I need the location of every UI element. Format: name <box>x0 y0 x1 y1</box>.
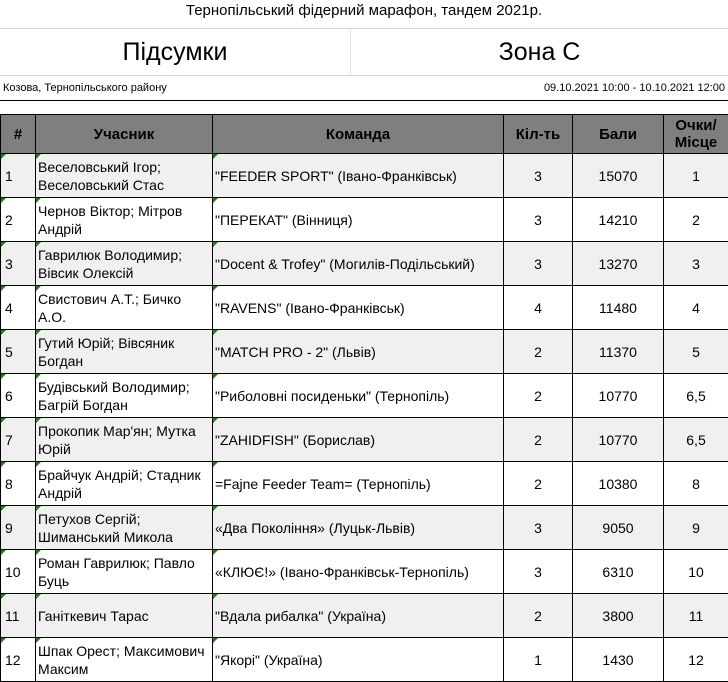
row-num-cell-text: 5 <box>5 344 13 360</box>
team-cell <box>213 154 504 198</box>
location-text: Козова, Тернопільського району <box>3 78 167 98</box>
team-cell <box>213 330 504 374</box>
report-title: Тернопільський фідерний марафон, тандем 2021р. <box>0 0 728 22</box>
team-cell <box>213 594 504 638</box>
comment-marker-icon <box>1 374 6 379</box>
row-num-cell-text: 9 <box>5 520 13 536</box>
comment-marker-icon <box>213 506 218 511</box>
row-num-cell-text: 3 <box>5 256 13 272</box>
summary-title: Підсумки <box>0 29 350 75</box>
comment-marker-icon <box>1 286 6 291</box>
points-cell <box>573 550 664 594</box>
row-num-cell-text: 7 <box>5 432 13 448</box>
count-cell <box>504 594 573 638</box>
row-num-cell <box>1 374 36 418</box>
team-cell <box>213 418 504 462</box>
team-cell <box>213 242 504 286</box>
team-cell-text: "MATCH PRO - 2" (Львів) <box>215 344 376 360</box>
divider-line <box>0 100 728 101</box>
row-num-cell <box>1 242 36 286</box>
participant-cell-text: Шпак Орест; Максимович Максим <box>38 643 205 677</box>
participant-cell <box>36 418 213 462</box>
comment-marker-icon <box>36 594 41 599</box>
comment-marker-icon <box>213 374 218 379</box>
points-cell-text: 3800 <box>602 608 633 624</box>
table-row <box>1 418 728 462</box>
team-cell <box>213 374 504 418</box>
participant-cell <box>36 594 213 638</box>
count-cell <box>504 242 573 286</box>
place-cell-text: 10 <box>688 564 704 580</box>
place-cell-text: 8 <box>692 476 700 492</box>
row-num-cell <box>1 286 36 330</box>
comment-marker-icon <box>36 506 41 511</box>
comment-marker-icon <box>213 198 218 203</box>
participant-cell-text: Роман Гаврилюк; Павло Буць <box>38 555 195 589</box>
comment-marker-icon <box>36 154 41 159</box>
points-cell-text: 14210 <box>599 212 638 228</box>
place-cell-text: 6,5 <box>686 388 705 404</box>
points-cell-text: 15070 <box>599 168 638 184</box>
points-cell <box>573 418 664 462</box>
row-num-cell-text: 6 <box>5 388 13 404</box>
row-num-cell <box>1 506 36 550</box>
info-row <box>0 78 728 98</box>
comment-marker-icon <box>1 638 6 643</box>
column-header-points: Бали <box>573 115 664 154</box>
participant-cell <box>36 506 213 550</box>
count-cell-text: 2 <box>534 432 542 448</box>
comment-marker-icon <box>36 418 41 423</box>
table-row <box>1 638 728 682</box>
count-cell <box>504 638 573 682</box>
row-num-cell-text: 12 <box>5 652 21 668</box>
place-cell-text: 3 <box>692 256 700 272</box>
participant-cell-text: Гаврилюк Володимир; Вівсик Олексій <box>38 247 182 281</box>
participant-cell <box>36 550 213 594</box>
place-cell-text: 12 <box>688 652 704 668</box>
points-cell-text: 11480 <box>599 300 637 316</box>
team-cell-text: "ZAHIDFISH" (Борислав) <box>215 432 375 448</box>
dates-text: 09.10.2021 10:00 - 10.10.2021 12:00 <box>544 78 725 98</box>
comment-marker-icon <box>213 550 218 555</box>
comment-marker-icon <box>213 594 218 599</box>
comment-marker-icon <box>213 286 218 291</box>
participant-cell-text: Прокопик Мар'ян; Мутка Юрій <box>38 423 196 457</box>
points-cell <box>573 374 664 418</box>
row-num-cell-text: 10 <box>5 564 21 580</box>
table-row <box>1 374 728 418</box>
place-cell-text: 11 <box>689 608 704 624</box>
row-num-cell-text: 2 <box>5 212 13 228</box>
column-header-place: Очки/ Місце <box>664 115 728 154</box>
team-cell-text: "ПЕРЕКАТ" (Вінниця) <box>215 212 353 228</box>
points-cell-text: 13270 <box>599 256 638 272</box>
count-cell-text: 2 <box>534 344 542 360</box>
comment-marker-icon <box>213 242 218 247</box>
table-row <box>1 154 728 198</box>
points-cell <box>573 242 664 286</box>
count-cell-text: 3 <box>534 564 542 580</box>
team-cell-text: "RAVENS" (Івано-Франківськ) <box>215 300 405 316</box>
team-cell-text: "Риболовні посиденьки" (Тернопіль) <box>215 388 449 404</box>
place-cell <box>664 330 728 374</box>
place-cell-text: 6,5 <box>686 432 705 448</box>
team-cell-text: «Два Покоління» (Луцьк-Львів) <box>215 520 415 536</box>
points-cell-text: 1430 <box>602 652 633 668</box>
participant-cell-text: Петухов Сергій; Шиманський Микола <box>38 511 173 545</box>
participant-cell-text: Гутий Юрій; Вівсяник Богдан <box>38 335 174 369</box>
participant-cell <box>36 198 213 242</box>
row-num-cell-text: 11 <box>5 608 20 624</box>
team-cell <box>213 506 504 550</box>
comment-marker-icon <box>36 550 41 555</box>
points-cell <box>573 198 664 242</box>
zone-title: Зона С <box>351 29 728 75</box>
count-cell <box>504 550 573 594</box>
points-cell-text: 11370 <box>599 344 637 360</box>
count-cell <box>504 286 573 330</box>
row-num-cell <box>1 550 36 594</box>
table-row <box>1 330 728 374</box>
row-num-cell <box>1 154 36 198</box>
team-cell-text: "Вдала рибалка" (Україна) <box>215 608 386 624</box>
participant-cell <box>36 330 213 374</box>
column-header-participant: Учасник <box>36 115 213 154</box>
team-cell-text: "FEEDER SPORT" (Івано-Франківськ) <box>215 168 457 184</box>
place-cell-text: 9 <box>692 520 700 536</box>
place-cell-text: 5 <box>692 344 700 360</box>
count-cell-text: 3 <box>534 256 542 272</box>
count-cell-text: 3 <box>534 212 542 228</box>
participant-cell-text: Брайчук Андрій; Стадник Андрій <box>38 467 201 501</box>
team-cell <box>213 286 504 330</box>
row-num-cell <box>1 594 36 638</box>
count-cell-text: 2 <box>534 388 542 404</box>
team-cell <box>213 638 504 682</box>
points-cell <box>573 154 664 198</box>
table-row <box>1 286 728 330</box>
points-cell-text: 9050 <box>602 520 633 536</box>
points-cell <box>573 286 664 330</box>
comment-marker-icon <box>1 594 6 599</box>
place-cell-text: 2 <box>692 212 700 228</box>
participant-cell <box>36 374 213 418</box>
comment-marker-icon <box>36 330 41 335</box>
points-cell-text: 10380 <box>599 476 638 492</box>
points-cell-text: 6310 <box>602 564 633 580</box>
count-cell <box>504 198 573 242</box>
place-cell-text: 4 <box>692 300 700 316</box>
team-cell-text: =Fajne Feeder Team= (Тернопіль) <box>215 476 431 492</box>
place-cell <box>664 638 728 682</box>
comment-marker-icon <box>36 374 41 379</box>
comment-marker-icon <box>1 154 6 159</box>
comment-marker-icon <box>1 506 6 511</box>
row-num-cell-text: 4 <box>5 300 13 316</box>
participant-cell <box>36 286 213 330</box>
comment-marker-icon <box>36 242 41 247</box>
place-cell <box>664 550 728 594</box>
comment-marker-icon <box>213 418 218 423</box>
team-cell-text: "Якорі" (Україна) <box>215 652 323 668</box>
count-cell <box>504 506 573 550</box>
place-cell <box>664 506 728 550</box>
place-cell-text: 1 <box>692 168 700 184</box>
comment-marker-icon <box>213 462 218 467</box>
place-cell <box>664 594 728 638</box>
points-cell <box>573 594 664 638</box>
team-cell <box>213 550 504 594</box>
team-cell-text: "Docent & Trofey" (Могилів-Подільський) <box>215 256 475 272</box>
column-header-count: Кіл-ть <box>504 115 573 154</box>
row-num-cell <box>1 462 36 506</box>
place-cell <box>664 286 728 330</box>
points-cell <box>573 638 664 682</box>
participant-cell-text: Свистович А.Т.; Бичко А.О. <box>38 291 181 325</box>
row-num-cell <box>1 638 36 682</box>
table-row <box>1 198 728 242</box>
team-cell <box>213 462 504 506</box>
participant-cell-text: Веселовський Ігор; Веселовський Стас <box>38 159 164 193</box>
comment-marker-icon <box>36 286 41 291</box>
comment-marker-icon <box>213 638 218 643</box>
place-cell <box>664 418 728 462</box>
participant-cell <box>36 154 213 198</box>
comment-marker-icon <box>36 462 41 467</box>
count-cell-text: 2 <box>534 608 542 624</box>
team-cell-text: «КЛЮЄ!» (Івано-Франківськ-Тернопіль) <box>215 564 469 580</box>
row-num-cell <box>1 198 36 242</box>
points-cell <box>573 330 664 374</box>
points-cell-text: 10770 <box>599 388 638 404</box>
table-row <box>1 242 728 286</box>
place-cell <box>664 242 728 286</box>
column-header-num: # <box>1 115 36 154</box>
participant-cell-text: Будівський Володимир; Багрій Богдан <box>38 379 190 413</box>
comment-marker-icon <box>1 330 6 335</box>
count-cell-text: 1 <box>534 652 542 668</box>
table-header-row <box>1 115 728 154</box>
comment-marker-icon <box>36 198 41 203</box>
comment-marker-icon <box>36 638 41 643</box>
row-num-cell <box>1 330 36 374</box>
column-header-team: Команда <box>213 115 504 154</box>
count-cell <box>504 374 573 418</box>
comment-marker-icon <box>1 418 6 423</box>
comment-marker-icon <box>1 198 6 203</box>
place-cell <box>664 198 728 242</box>
table-row <box>1 462 728 506</box>
place-cell <box>664 462 728 506</box>
table-row <box>1 550 728 594</box>
participant-cell-text: Чернов Віктор; Мітров Андрій <box>38 203 182 237</box>
participant-cell-text: Ганіткевич Тарас <box>38 608 149 624</box>
place-cell <box>664 374 728 418</box>
summary-header <box>0 28 728 76</box>
count-cell <box>504 330 573 374</box>
results-table <box>0 114 728 682</box>
table-row <box>1 506 728 550</box>
participant-cell <box>36 462 213 506</box>
row-num-cell <box>1 418 36 462</box>
count-cell-text: 4 <box>534 300 542 316</box>
points-cell <box>573 506 664 550</box>
count-cell-text: 2 <box>534 476 542 492</box>
points-cell <box>573 462 664 506</box>
count-cell-text: 3 <box>534 520 542 536</box>
row-num-cell-text: 8 <box>5 476 13 492</box>
table-row <box>1 594 728 638</box>
count-cell <box>504 462 573 506</box>
team-cell <box>213 198 504 242</box>
comment-marker-icon <box>213 154 218 159</box>
participant-cell <box>36 638 213 682</box>
comment-marker-icon <box>1 242 6 247</box>
comment-marker-icon <box>1 550 6 555</box>
count-cell-text: 3 <box>534 168 542 184</box>
place-cell <box>664 154 728 198</box>
points-cell-text: 10770 <box>599 432 638 448</box>
count-cell <box>504 418 573 462</box>
comment-marker-icon <box>213 330 218 335</box>
comment-marker-icon <box>1 462 6 467</box>
participant-cell <box>36 242 213 286</box>
row-num-cell-text: 1 <box>5 168 13 184</box>
count-cell <box>504 154 573 198</box>
